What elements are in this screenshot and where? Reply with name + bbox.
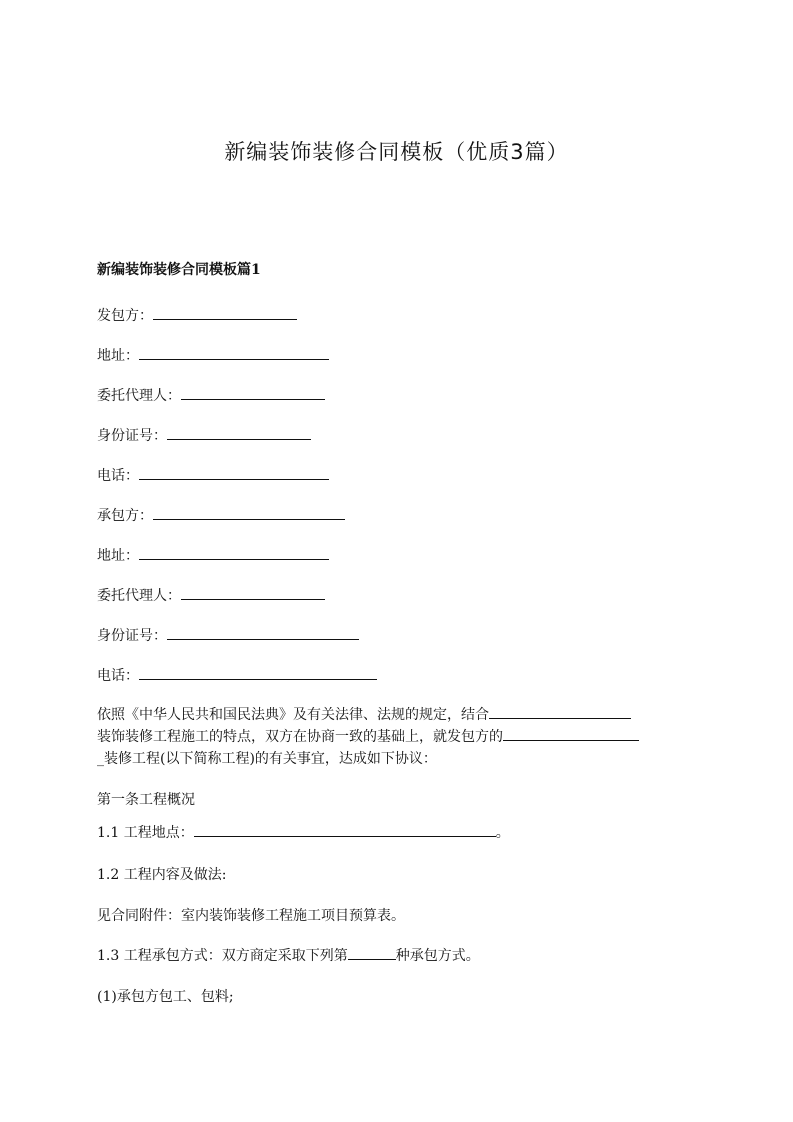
employer-agent-blank: [181, 387, 325, 400]
contractor-id-label: 身份证号：: [97, 628, 167, 644]
employer-id-label: 身份证号：: [97, 428, 167, 444]
contractor-id-field: [97, 625, 359, 645]
employer-phone-label: 电话：: [97, 468, 139, 484]
employer-phone-blank: [139, 467, 329, 480]
preamble-text-2: 装饰装修工程施工的特点，双方在协商一致的基础上，就发包方的: [97, 729, 503, 745]
contractor-address-field: [97, 545, 329, 565]
item-1-2: 1.2 工程内容及做法:: [97, 867, 227, 883]
item-1-3-blank: [348, 947, 396, 960]
document-title: 新编装饰装修合同模板（优质3篇）: [224, 140, 569, 164]
preamble-line-2: [97, 726, 639, 746]
preamble-blank-1: [489, 706, 631, 719]
preamble-blank-2: [503, 728, 639, 741]
item-1-1-text: 1.1 工程地点：: [97, 825, 194, 841]
contractor-phone-field: [97, 665, 377, 685]
item-1-3: [97, 945, 480, 965]
contractor-agent-label: 委托代理人：: [97, 588, 181, 604]
contractor-address-label: 地址：: [97, 548, 139, 564]
contractor-blank: [153, 507, 345, 520]
employer-agent-field: [97, 385, 325, 405]
item-1-1: [97, 822, 510, 842]
employer-field: [97, 305, 297, 325]
employer-blank: [153, 307, 297, 320]
contractor-agent-blank: [181, 587, 325, 600]
preamble-prefix-3: _: [97, 751, 104, 767]
contractor-id-blank: [167, 627, 359, 640]
section-heading: 新编装饰装修合同模板篇1: [97, 262, 261, 278]
employer-id-field: [97, 425, 311, 445]
employer-label: 发包方：: [97, 308, 153, 324]
employer-address-field: [97, 345, 329, 365]
contractor-phone-blank: [139, 667, 377, 680]
item-1-1-end: 。: [495, 825, 510, 841]
employer-address-label: 地址：: [97, 348, 139, 364]
option-1: (1)承包方包工、包料;: [97, 989, 234, 1005]
employer-phone-field: [97, 465, 329, 485]
item-1-3-text-b: 种承包方式。: [395, 948, 480, 964]
employer-id-blank: [167, 427, 311, 440]
employer-address-blank: [139, 347, 329, 360]
preamble-line-3: [97, 748, 437, 768]
preamble-text-1: 依照《中华人民共和国民法典》及有关法律、法规的规定，结合: [97, 707, 489, 723]
contractor-address-blank: [139, 547, 329, 560]
contractor-phone-label: 电话：: [97, 668, 139, 684]
preamble-text-3: 装修工程(以下简称工程)的有关事宜，达成如下协议：: [104, 751, 437, 767]
article-1-heading: 第一条工程概况: [97, 792, 195, 808]
item-1-3-text-a: 1.3 工程承包方式：双方商定采取下列第: [97, 948, 348, 964]
employer-agent-label: 委托代理人：: [97, 388, 181, 404]
preamble-line-1: [97, 704, 631, 724]
contractor-label: 承包方：: [97, 508, 153, 524]
contractor-agent-field: [97, 585, 325, 605]
item-1-2-detail: 见合同附件：室内装饰装修工程施工项目预算表。: [97, 908, 405, 924]
item-1-1-blank: [194, 824, 496, 837]
contractor-field: [97, 505, 345, 525]
